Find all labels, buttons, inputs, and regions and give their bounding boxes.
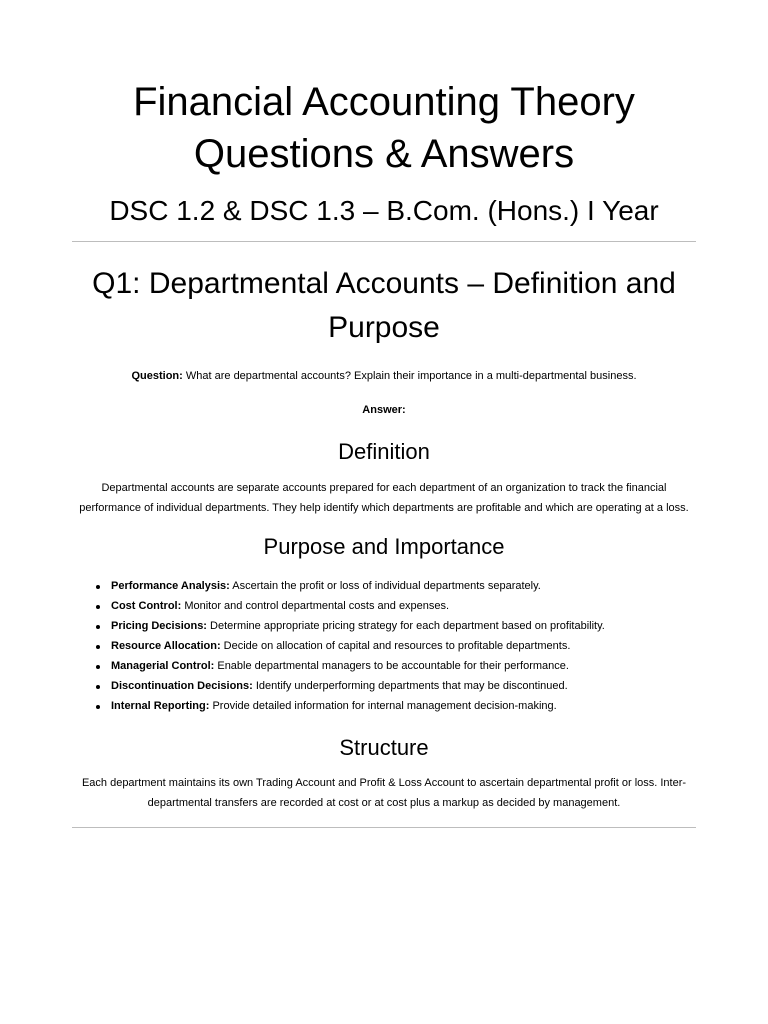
list-item [96,636,696,656]
list-item-text: Determine appropriate pricing strategy for each department based on profitability. [206,620,605,632]
list-item-term: Resource Allocation: [111,640,221,652]
list-item-term: Pricing Decisions: [111,620,207,632]
structure-heading: Structure [339,735,429,760]
divider-bottom [72,827,696,828]
list-item [96,576,696,596]
question-label: Question: [131,370,183,382]
list-item-term: Performance Analysis: [111,580,230,592]
answer-label: Answer: [362,404,406,416]
list-item-text: Ascertain the profit or loss of individual departments separately. [229,580,541,592]
list-item-term: Cost Control: [111,600,182,612]
list-item [96,656,696,676]
question-heading: Q1: Departmental Accounts – Definition and Purpose [92,267,676,344]
list-item-text: Identify underperforming departments that may be discontinued. [252,680,568,692]
question-paragraph [72,366,696,386]
list-item-term: Internal Reporting: [111,700,210,712]
document-subtitle: DSC 1.2 & DSC 1.3 – B.Com. (Hons.) I Year [109,195,659,226]
list-item-text: Enable departmental managers to be accountable for their performance. [214,660,569,672]
structure-text: Each department maintains its own Trading Account and Profit & Loss Account to ascertain departmental profit or loss. Inter-departmental transfers are recorded at cost or at cost plus a markup as decided by management. [81,777,687,809]
purpose-heading: Purpose and Importance [263,534,505,559]
definition-text: Departmental accounts are separate accounts prepared for each department of an organization to track the financial performance of individual departments. They help identify which departments are profitable and which are operating at a loss. [79,482,689,514]
answer-paragraph [72,400,696,420]
list-item-text: Monitor and control departmental costs and expenses. [181,600,450,612]
list-item [96,616,696,636]
question-text: What are departmental accounts? Explain their importance in a multi-departmental business. [182,370,637,382]
list-item-term: Discontinuation Decisions: [111,680,253,692]
list-item [96,676,696,696]
divider-top [72,241,696,242]
definition-heading: Definition [338,439,430,464]
list-item [96,596,696,616]
list-item-term: Managerial Control: [111,660,215,672]
purpose-list [72,576,696,716]
list-item-text: Provide detailed information for internal management decision-making. [209,700,557,712]
document-title: Financial Accounting Theory Questions & Answers [133,80,635,176]
list-item [96,696,696,716]
list-item-text: Decide on allocation of capital and resources to profitable departments. [220,640,571,652]
